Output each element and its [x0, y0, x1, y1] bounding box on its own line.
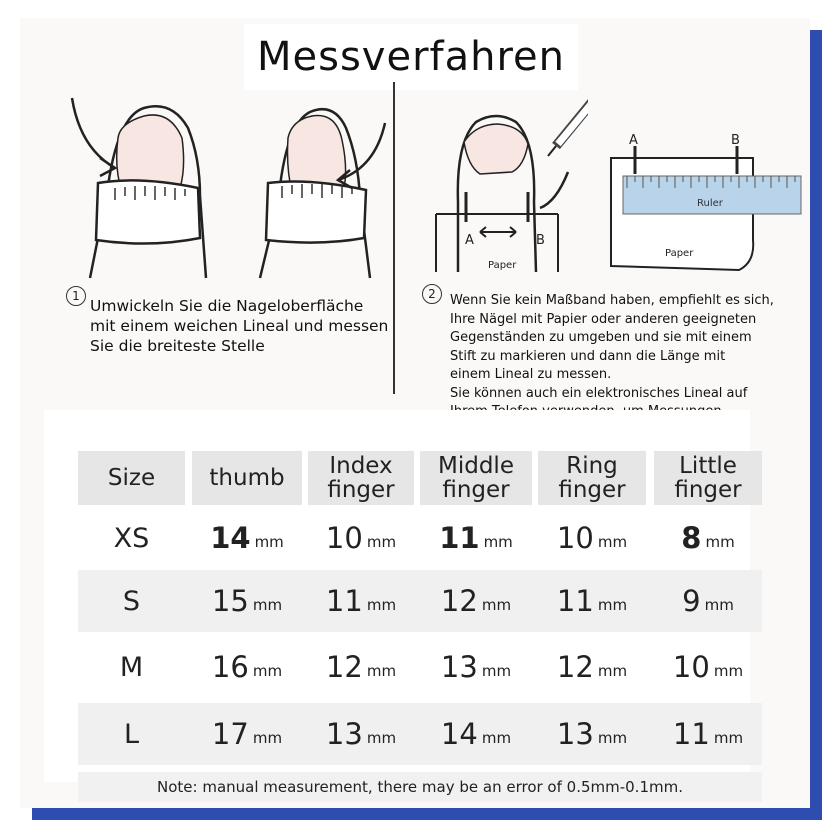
step-2-line: Gegenständen zu umgeben und sie mit einem: [450, 330, 752, 345]
value: 12: [556, 650, 594, 684]
value: 14: [440, 717, 478, 751]
header-index: Index finger: [308, 451, 414, 505]
ruler-paper-illustration: [605, 130, 805, 275]
unit: mm: [483, 533, 513, 551]
ruler-b-label: B: [731, 133, 740, 148]
value: 11: [325, 584, 363, 618]
unit: mm: [366, 596, 397, 614]
ruler-label: Ruler: [697, 198, 723, 209]
size-xs: XS: [113, 522, 150, 554]
size-s: S: [122, 585, 141, 617]
value-m-thumb: [192, 636, 302, 698]
value: 12: [440, 584, 478, 618]
value-xs-ring: [538, 510, 646, 566]
size-l: L: [123, 718, 140, 750]
value: 10: [672, 650, 710, 684]
unit: mm: [705, 533, 735, 551]
header-size: Size: [78, 451, 185, 505]
value-l-thumb: [192, 703, 302, 765]
value-xs-middle: [420, 510, 532, 566]
unit: mm: [597, 533, 628, 551]
step-1-number: 1: [66, 286, 86, 306]
value: 8: [681, 521, 702, 555]
unit: mm: [366, 662, 397, 680]
value-l-little: [654, 703, 762, 765]
step-2-line: Ihre Nägel mit Papier oder anderen geeigneten: [450, 311, 757, 327]
unit: mm: [713, 729, 744, 747]
value-m-little: [654, 636, 762, 698]
value: 10: [556, 521, 594, 555]
step-2-line: Sie können auch ein elektronisches Lineal auf: [450, 385, 748, 401]
unit: mm: [597, 729, 628, 747]
section-divider: [393, 82, 395, 394]
mark-b-label: B: [536, 233, 545, 248]
unit: mm: [481, 729, 512, 747]
value-s-thumb: [192, 570, 302, 632]
value: 14: [210, 521, 251, 555]
value-m-ring: [538, 636, 646, 698]
unit: mm: [252, 596, 283, 614]
header-thumb: thumb: [192, 451, 302, 505]
value: 13: [325, 717, 363, 751]
step-2-line: Stift zu markieren und dann die Länge mit: [450, 348, 726, 364]
page-title: Messverfahren: [257, 34, 565, 80]
size-m: M: [119, 651, 144, 683]
step-1-text: Umwickeln Sie die Nageloberfläche mit einem weichen Lineal und messen Sie die breiteste Stelle: [90, 297, 389, 355]
value-m-index: [308, 636, 414, 698]
value: 11: [556, 584, 594, 618]
finger-paper-illustration: [428, 82, 588, 277]
measurement-note: Note: manual measurement, there may be an error of 0.5mm-0.1mm.: [78, 772, 762, 802]
finger-tape-illustration: [60, 88, 390, 283]
value-s-index: [308, 570, 414, 632]
value-s-ring: [538, 570, 646, 632]
value-xs-little: [654, 510, 762, 566]
value: 13: [440, 650, 478, 684]
value-l-index: [308, 703, 414, 765]
step-2-line: einem Lineal zu messen.: [450, 367, 612, 382]
value: 11: [672, 717, 710, 751]
unit: mm: [252, 662, 283, 680]
unit: mm: [366, 729, 397, 747]
value-xs-thumb: [192, 510, 302, 566]
value: 15: [211, 584, 249, 618]
value-xs-index: [308, 510, 414, 566]
value: 9: [682, 584, 701, 618]
unit: mm: [481, 596, 512, 614]
step-2-line: Wenn Sie kein Maßband haben, empfiehlt es sich,: [450, 293, 774, 308]
step-2-number: 2: [422, 284, 442, 304]
unit: mm: [252, 729, 283, 747]
value-l-ring: [538, 703, 646, 765]
value-m-middle: [420, 636, 532, 698]
value-l-middle: [420, 703, 532, 765]
unit: mm: [481, 662, 512, 680]
mark-a-label: A: [465, 233, 474, 248]
value-s-little: [654, 570, 762, 632]
paper-label-right: Paper: [665, 248, 694, 259]
value: 17: [211, 717, 249, 751]
header-middle: Middle finger: [420, 451, 532, 505]
value: 10: [325, 521, 363, 555]
header-ring: Ring finger: [538, 451, 646, 505]
value: 12: [325, 650, 363, 684]
unit: mm: [597, 596, 628, 614]
value: 13: [556, 717, 594, 751]
unit: mm: [597, 662, 628, 680]
value: 16: [211, 650, 249, 684]
header-little: Little finger: [654, 451, 762, 505]
value: 11: [439, 521, 480, 555]
unit: mm: [366, 533, 397, 551]
value-s-middle: [420, 570, 532, 632]
unit: mm: [704, 596, 734, 614]
ruler-a-label: A: [629, 133, 638, 148]
unit: mm: [713, 662, 744, 680]
unit: mm: [254, 533, 284, 551]
paper-label-left: Paper: [488, 260, 517, 271]
